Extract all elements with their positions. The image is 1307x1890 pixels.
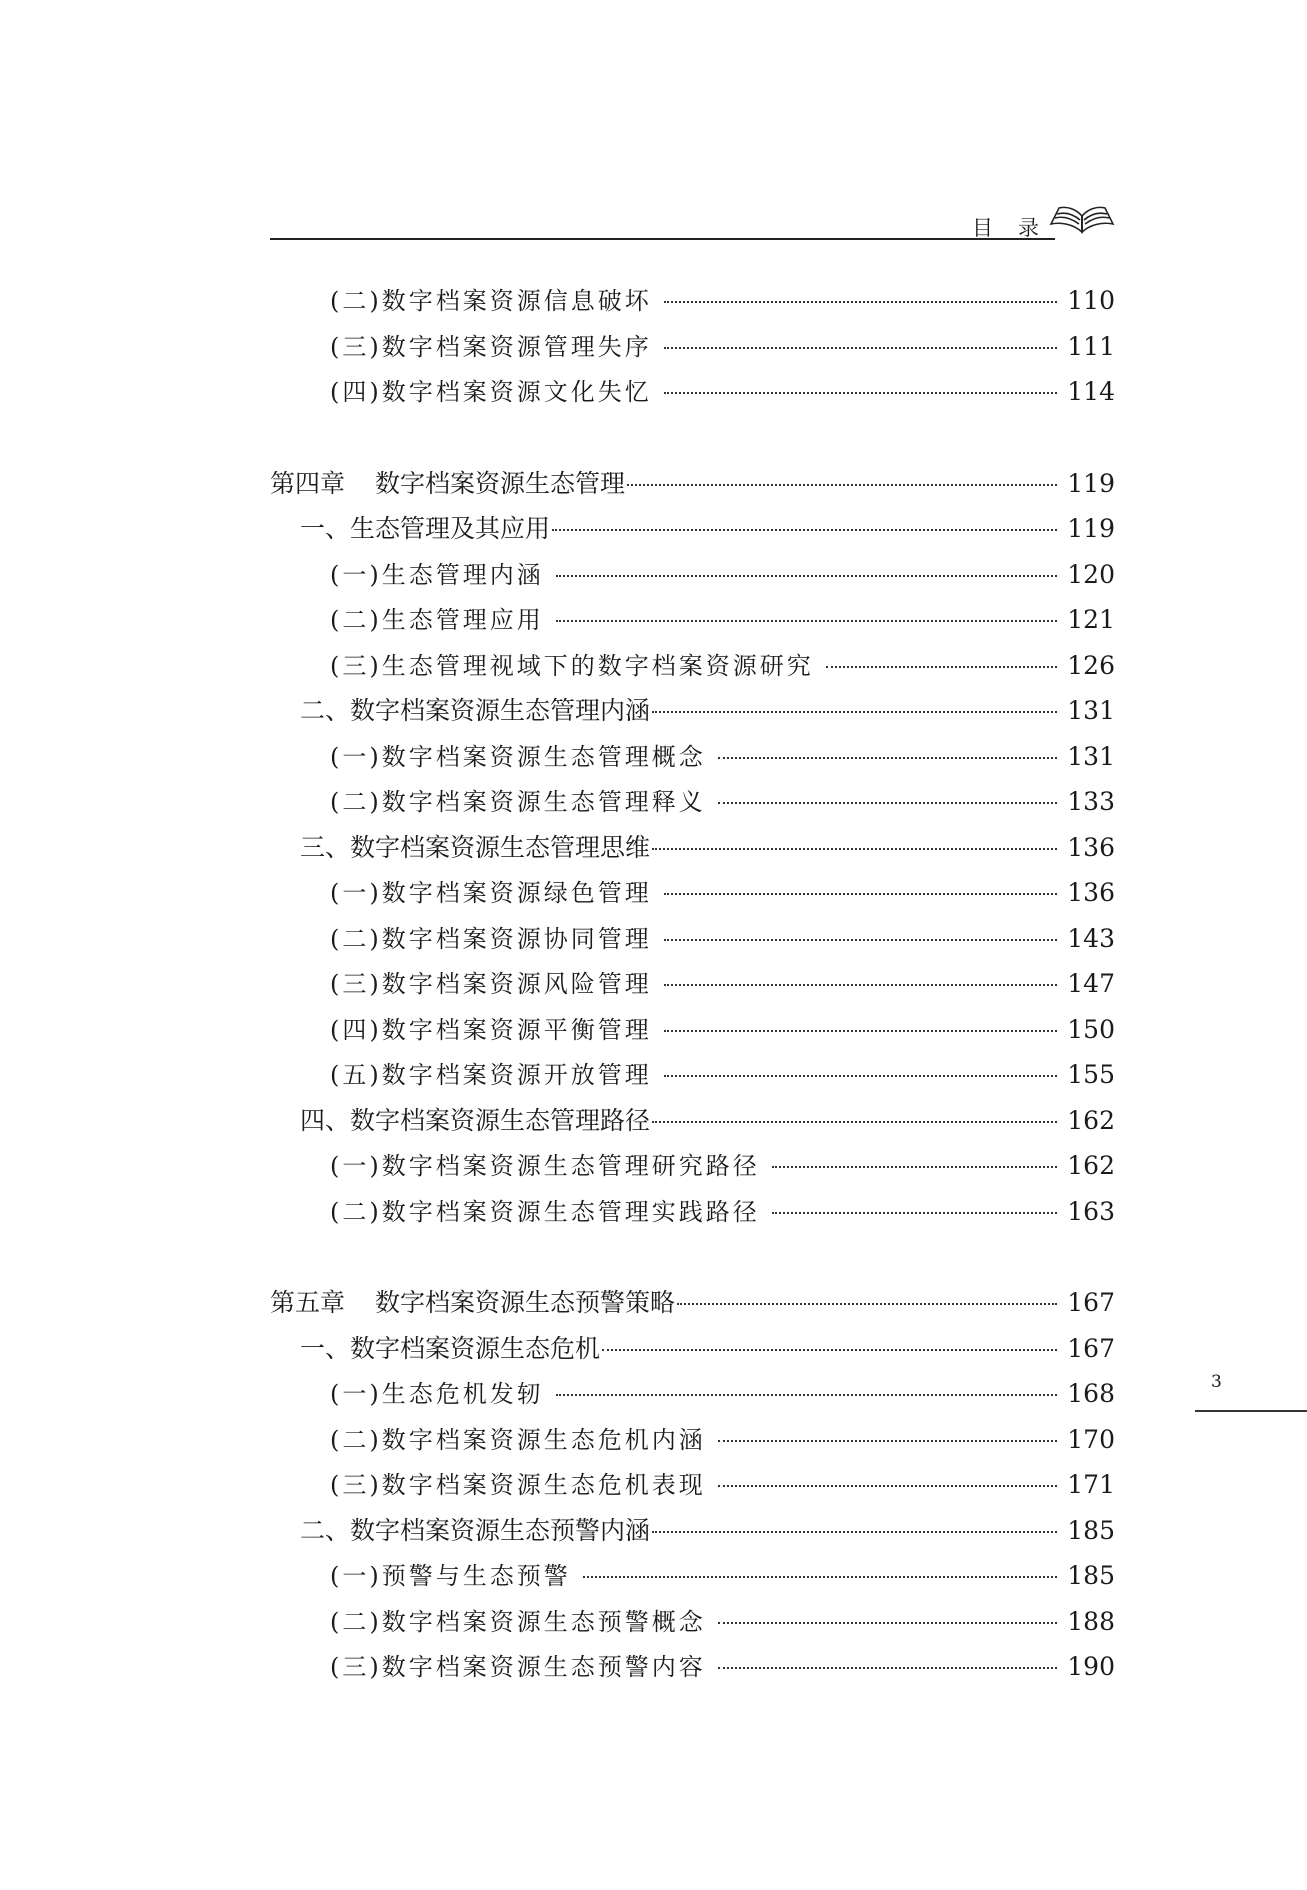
toc-entry-label: (三)数字档案资源风险管理 <box>330 970 652 998</box>
chapter-title: 数字档案资源生态管理 <box>375 468 626 498</box>
toc-subsection[interactable] <box>270 552 1115 598</box>
dot-leader <box>652 711 1057 713</box>
chapter-title: 数字档案资源生态预警策略 <box>375 1288 676 1317</box>
page-number: 167 <box>1067 1333 1115 1363</box>
dot-leader <box>772 1212 1058 1214</box>
toc-entry-label: (一)生态危机发轫 <box>330 1380 544 1408</box>
page-number: 133 <box>1067 787 1115 816</box>
open-book-icon <box>1049 200 1115 238</box>
dot-leader <box>664 893 1058 895</box>
dot-leader <box>652 848 1057 850</box>
toc-subsection[interactable] <box>270 779 1115 825</box>
toc-subsection[interactable] <box>270 369 1115 415</box>
toc-section[interactable] <box>270 688 1115 734</box>
toc-subsection[interactable] <box>270 324 1115 370</box>
page-number: 119 <box>1067 468 1115 498</box>
page-number: 188 <box>1067 1606 1115 1636</box>
dot-leader <box>664 301 1058 303</box>
toc-subsection[interactable] <box>270 734 1115 780</box>
toc-entry-label: (一)生态管理内涵 <box>330 560 544 589</box>
toc-subsection[interactable] <box>270 1599 1115 1645</box>
toc-entry-label: (二)数字档案资源协同管理 <box>330 924 652 953</box>
toc-entry-label: (四)数字档案资源平衡管理 <box>330 1015 652 1044</box>
running-header-title: 目 录 <box>972 216 1041 240</box>
toc-subsection[interactable] <box>270 1007 1115 1053</box>
dot-leader <box>664 347 1058 349</box>
toc-subsection[interactable] <box>270 643 1115 689</box>
toc-subsection[interactable] <box>270 870 1115 916</box>
folio-rule <box>1195 1410 1307 1412</box>
toc-entry-label: (一)数字档案资源生态管理研究路径 <box>330 1152 760 1180</box>
page-number: 185 <box>1067 1515 1115 1545</box>
page-number: 121 <box>1067 605 1115 634</box>
chapter-number: 第五章 <box>270 1288 346 1317</box>
header-rule <box>270 238 1055 240</box>
toc-entry-label: 四、数字档案资源生态管理路径 <box>300 1105 651 1135</box>
toc-entry-label: (二)数字档案资源生态管理实践路径 <box>330 1197 760 1226</box>
toc-entry-label: (一)数字档案资源绿色管理 <box>330 879 652 907</box>
toc-entry-label: 三、数字档案资源生态管理思维 <box>300 832 651 862</box>
dot-leader <box>602 1349 1057 1351</box>
toc-entry-label: (一)预警与生态预警 <box>330 1562 571 1590</box>
page-number: 110 <box>1067 286 1115 315</box>
toc-entry-label: (四)数字档案资源文化失忆 <box>330 378 652 406</box>
toc-subsection[interactable] <box>270 1189 1115 1235</box>
page-number: 190 <box>1067 1652 1115 1681</box>
page-number: 150 <box>1067 1014 1115 1044</box>
page-number: 168 <box>1067 1379 1115 1408</box>
dot-leader <box>718 1485 1058 1487</box>
page-number: 126 <box>1067 650 1115 680</box>
table-of-contents <box>270 278 1115 1690</box>
running-header <box>270 196 1115 240</box>
toc-entry-label: (二)数字档案资源生态危机内涵 <box>330 1425 706 1454</box>
page-number: 170 <box>1067 1424 1115 1454</box>
page-number: 167 <box>1067 1288 1115 1317</box>
dot-leader <box>772 1166 1058 1168</box>
toc-section[interactable] <box>270 506 1115 552</box>
page-number: 147 <box>1067 969 1115 998</box>
page-number: 131 <box>1067 741 1115 771</box>
page-number: 111 <box>1067 331 1115 361</box>
toc-subsection[interactable] <box>270 278 1115 324</box>
toc-entry-label: (三)数字档案资源生态预警内容 <box>330 1653 706 1681</box>
dot-leader <box>556 620 1058 622</box>
page-number: 119 <box>1067 514 1115 543</box>
page-number: 185 <box>1067 1561 1115 1590</box>
toc-subsection[interactable] <box>270 1417 1115 1463</box>
dot-leader <box>664 984 1058 986</box>
toc-entry-label: (二)生态管理应用 <box>330 606 544 634</box>
toc-entry-label: (二)数字档案资源生态预警概念 <box>330 1607 706 1636</box>
dot-leader <box>718 802 1058 804</box>
folio-page-number: 3 <box>1211 1372 1222 1392</box>
toc-entry-label: 二、数字档案资源生态预警内涵 <box>300 1515 651 1545</box>
toc-entry-label: 一、数字档案资源生态危机 <box>300 1333 601 1363</box>
dot-leader <box>718 1440 1058 1442</box>
toc-subsection[interactable] <box>270 1052 1115 1098</box>
page-number: 162 <box>1067 1105 1115 1135</box>
page-number: 114 <box>1067 377 1115 406</box>
chapter-heading <box>270 1280 675 1326</box>
dot-leader <box>552 529 1057 531</box>
toc-entry-label: (二)数字档案资源信息破坏 <box>330 287 652 315</box>
toc-chapter-5[interactable] <box>270 1280 1115 1326</box>
page-folio <box>1195 1372 1307 1412</box>
dot-leader <box>583 1576 1058 1578</box>
dot-leader <box>652 1121 1057 1123</box>
page-number: 120 <box>1067 559 1115 589</box>
dot-leader <box>664 1030 1058 1032</box>
toc-entry-label: (二)数字档案资源生态管理释义 <box>330 788 706 816</box>
toc-entry-label: (三)数字档案资源生态危机表现 <box>330 1471 706 1499</box>
toc-entry-label: (五)数字档案资源开放管理 <box>330 1061 652 1089</box>
dot-leader <box>627 484 1057 486</box>
toc-entry-label: (一)数字档案资源生态管理概念 <box>330 742 706 771</box>
toc-subsection[interactable] <box>270 1644 1115 1690</box>
toc-subsection[interactable] <box>270 916 1115 962</box>
page-number: 143 <box>1067 923 1115 953</box>
toc-section[interactable] <box>270 1098 1115 1144</box>
dot-leader <box>556 1394 1058 1396</box>
toc-subsection[interactable] <box>270 1553 1115 1599</box>
page-number: 136 <box>1067 878 1115 907</box>
chapter-number: 第四章 <box>270 468 346 498</box>
toc-subsection[interactable] <box>270 961 1115 1007</box>
dot-leader <box>664 1075 1058 1077</box>
toc-subsection[interactable] <box>270 1371 1115 1417</box>
toc-chapter-4[interactable] <box>270 461 1115 507</box>
dot-leader <box>677 1303 1057 1305</box>
toc-subsection[interactable] <box>270 1462 1115 1508</box>
dot-leader <box>664 939 1058 941</box>
toc-section[interactable] <box>270 1326 1115 1372</box>
toc-section[interactable] <box>270 825 1115 871</box>
toc-subsection[interactable] <box>270 1143 1115 1189</box>
dot-leader <box>718 757 1058 759</box>
toc-entry-label: 一、生态管理及其应用 <box>300 514 551 543</box>
dot-leader <box>826 666 1058 668</box>
page-number: 155 <box>1067 1060 1115 1089</box>
dot-leader <box>664 392 1058 394</box>
toc-subsection[interactable] <box>270 597 1115 643</box>
chapter-heading <box>270 461 625 507</box>
dot-leader <box>718 1667 1058 1669</box>
page-number: 131 <box>1067 696 1115 725</box>
page-number: 136 <box>1067 832 1115 862</box>
dot-leader <box>718 1622 1058 1624</box>
page-number: 171 <box>1067 1470 1115 1499</box>
dot-leader <box>556 575 1058 577</box>
toc-entry-label: (三)数字档案资源管理失序 <box>330 332 652 361</box>
toc-section[interactable] <box>270 1508 1115 1554</box>
dot-leader <box>652 1531 1057 1533</box>
toc-entry-label: (三)生态管理视域下的数字档案资源研究 <box>330 651 814 680</box>
toc-entry-label: 二、数字档案资源生态管理内涵 <box>300 696 651 725</box>
page-number: 163 <box>1067 1196 1115 1226</box>
page-number: 162 <box>1067 1151 1115 1180</box>
